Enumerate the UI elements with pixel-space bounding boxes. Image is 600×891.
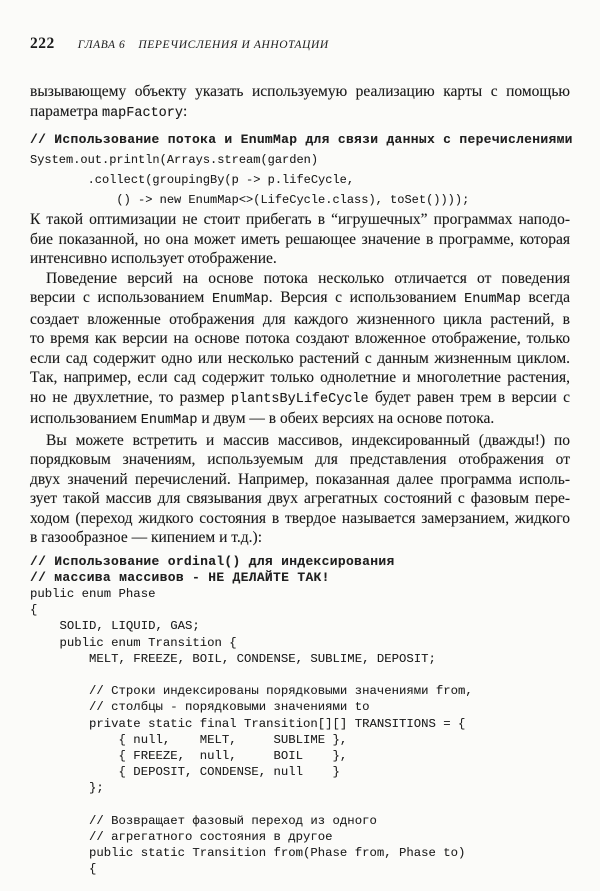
- text-line: если сад содержит одно или несколько растений с данным жизненным циклом.: [30, 349, 570, 367]
- text-line: MELT, FREEZE, BOIL, CONDENSE, SUBLIME, DEPOSIT;: [30, 651, 436, 666]
- text-line: // столбцы - порядковыми значениями to: [30, 700, 370, 715]
- text-line: бие показанной, но она может иметь решающее значение в программе, которая: [30, 230, 570, 248]
- page-header: [30, 36, 570, 53]
- text-line: версии с использованием EnumMap. Версия с использованием EnumMap всегда: [30, 289, 570, 307]
- text-line: private static final Transition[][] TRANSITIONS = {: [30, 716, 466, 731]
- text-line: // агрегатного состояния в другое: [30, 829, 333, 844]
- text-line: Так, например, если сад содержит только однолетние и многолетние растения,: [30, 369, 570, 386]
- text-line: то время как версии на основе потока создают вложенное отображение, только: [30, 330, 570, 347]
- paragraph-intro: [30, 82, 570, 123]
- paragraph-optimization: [30, 210, 570, 269]
- text-line: // Использование потока и EnumMap для связи данных с перечислениями: [30, 132, 573, 147]
- text-line: интенсивно использует отображение.: [30, 250, 277, 267]
- text-line: Поведение версий на основе потока несколько отличается от поведения: [46, 269, 570, 287]
- paragraph-stream-behavior: [30, 269, 570, 431]
- page-number: 222: [30, 35, 55, 52]
- text-line: порядковым значениям, используемым для представления отображения от: [30, 451, 570, 468]
- text-line: ходом (переход жидкого состояния в твердое называется замерзанием, жидкого: [30, 509, 570, 527]
- text-line: { FREEZE, null, BOIL },: [30, 748, 348, 763]
- text-line: параметра mapFactory:: [30, 102, 188, 121]
- text-line: SOLID, LIQUID, GAS;: [30, 619, 200, 634]
- text-line: { null, MELT, SUBLIME },: [30, 732, 348, 747]
- code-block-phase-enum: [30, 554, 570, 878]
- text-line: в газообразное — кипением и т.д.):: [30, 529, 263, 546]
- text-line: {: [30, 603, 38, 618]
- text-line: К такой оптимизации не стоит прибегать в “игрушечных” программах наподо-: [30, 211, 570, 228]
- text-line: зует такой массив для связывания двух агрегатных состояний с фазовым пере-: [30, 490, 570, 507]
- chapter-label: ГЛАВА 6: [77, 39, 126, 51]
- chapter-title: ПЕРЕЧИСЛЕНИЯ И АННОТАЦИИ: [138, 39, 329, 51]
- text-line: [30, 797, 570, 813]
- text-line: { DEPOSIT, CONDENSE, null }: [30, 765, 340, 780]
- text-line: public enum Phase: [30, 586, 156, 601]
- text-line: .collect(groupingBy(p -> p.lifeCycle,: [30, 173, 355, 187]
- text-line: public enum Transition {: [30, 635, 237, 650]
- text-line: создает вложенные отображения для каждого жизненного цикла растений, в: [30, 310, 570, 328]
- text-line: Вы можете встретить и массив массивов, индексированный (дважды!) по: [46, 431, 570, 449]
- text-line: // Использование ordinal() для индексирования: [30, 553, 395, 569]
- text-line: // массива массивов - НЕ ДЕЛАЙТЕ ТАК!: [30, 569, 330, 585]
- code-block-enummap-stream: [30, 130, 573, 210]
- text-line: [30, 667, 570, 683]
- text-line: // Строки индексированы порядковыми значениями from,: [30, 684, 473, 699]
- text-line: использованием EnumMap и двум — в обеих версиях на основе потока.: [30, 410, 495, 428]
- text-line: вызывающему объекту указать используемую реализацию карты с помощью: [30, 83, 570, 100]
- text-line: но не двухлетние, то размер plantsByLifeCycle будет равен трем в версии с: [30, 388, 570, 407]
- text-line: // Возвращает фазовый переход из одного: [30, 813, 377, 828]
- paragraph-array-of-arrays: [30, 431, 570, 548]
- text-line: () -> new EnumMap<>(LifeCycle.class), toSet())));: [30, 193, 470, 207]
- text-line: {: [30, 862, 97, 877]
- text-line: двух значений перечислений. Например, показанная далее программа исполь-: [30, 470, 570, 488]
- text-line: };: [30, 781, 104, 796]
- text-line: public static Transition from(Phase from, Phase to): [30, 846, 466, 861]
- text-line: System.out.println(Arrays.stream(garden): [30, 153, 319, 167]
